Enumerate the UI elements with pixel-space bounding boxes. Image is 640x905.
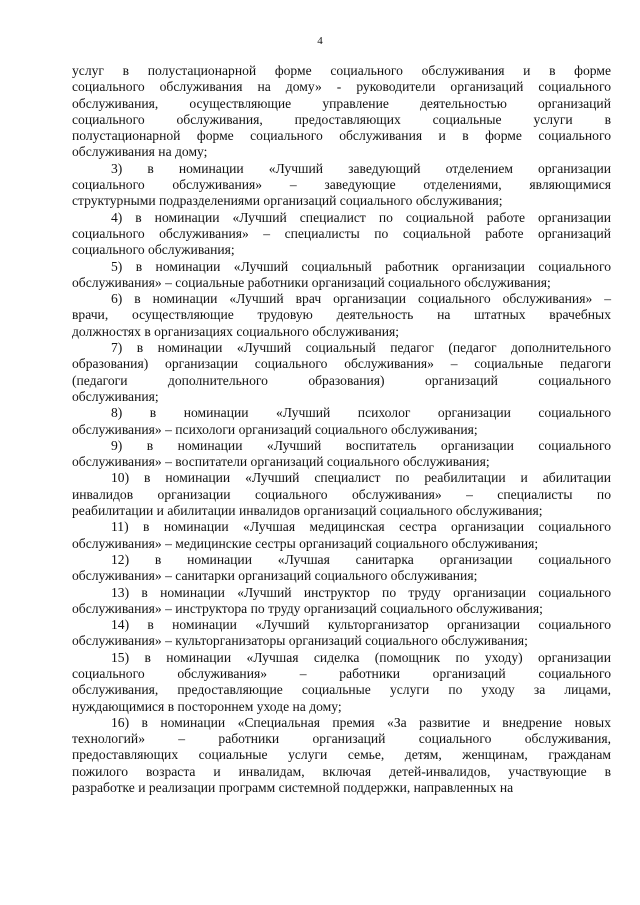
paragraph: [72, 617, 611, 650]
text-line: врачи, осуществляющие трудовую деятельность на штатных врачебных: [72, 307, 611, 323]
text-line: обслуживания» – психологи организаций социального обслуживания;: [72, 421, 478, 437]
text-line: разработке и реализации программ системной поддержки, направленных на: [72, 780, 514, 796]
text-line: услуг в полустационарной форме социального обслуживания и в форме: [72, 63, 611, 78]
text-line: обслуживания» – санитарки организаций социального обслуживания;: [72, 568, 478, 584]
text-line: (педагоги дополнительного образования) организаций социального: [72, 372, 611, 388]
text-line: инвалидов организации социального обслуживания» – специалисты по: [72, 486, 611, 502]
text-line: обслуживания» – инструктора по труду организаций социального обслуживания;: [72, 600, 543, 616]
text-line: 10) в номинации «Лучший специалист по реабилитации и абилитации: [111, 470, 611, 486]
text-line: 6) в номинации «Лучший врач организации социального обслуживания» –: [111, 291, 611, 307]
paragraph: [72, 259, 611, 292]
paragraph: [72, 552, 611, 585]
paragraph: [72, 470, 611, 519]
text-line: нуждающимися в постороннем уходе на дому;: [72, 698, 342, 714]
text-line: пожилого возраста и инвалидам, включая детей-инвалидов, участвующие в: [72, 763, 611, 779]
text-line: 11) в номинации «Лучшая медицинская сестра организации социального: [111, 519, 611, 535]
paragraph: [72, 405, 611, 438]
document-body: [72, 63, 611, 796]
text-line: 7) в номинации «Лучший социальный педагог (педагог дополнительного: [111, 340, 611, 356]
paragraph: [72, 340, 611, 405]
text-line: 15) в номинации «Лучшая сиделка (помощник по уходу) организации: [111, 649, 611, 665]
text-line: полустационарной форме социального обслуживания и в форме социального: [72, 128, 611, 144]
text-line: технологий» – работники организаций социального обслуживания,: [72, 731, 611, 747]
text-line: обслуживания на дому;: [72, 144, 208, 160]
paragraph: [72, 438, 611, 471]
text-line: обслуживания, предоставляющие социальные услуги по уходу за лицами,: [72, 682, 611, 698]
text-line: 3) в номинации «Лучший заведующий отделением организации: [111, 160, 611, 176]
text-line: социального обслуживания» – специалисты по социальной работе организаций: [72, 225, 611, 241]
page-number: 4: [317, 35, 323, 47]
text-line: должностях в организациях социального обслуживания;: [72, 323, 400, 339]
text-line: обслуживания» – культорганизаторы организаций социального обслуживания;: [72, 633, 528, 649]
text-line: социального обслуживания, предоставляющих социальные услуги в: [72, 111, 611, 127]
paragraph: [72, 63, 611, 161]
paragraph: [72, 519, 611, 552]
paragraph: [72, 650, 611, 715]
paragraph: [72, 161, 611, 210]
text-line: образования) организации социального обслуживания» – социальные педагоги: [72, 356, 611, 372]
text-line: 12) в номинации «Лучшая санитарка организации социального: [111, 551, 611, 567]
paragraph: [72, 715, 611, 796]
text-line: реабилитации и абилитации инвалидов организаций социального обслуживания;: [72, 503, 543, 519]
text-line: обслуживания» – социальные работники организаций социального обслуживания;: [72, 274, 551, 290]
paragraph: [72, 585, 611, 618]
text-line: 4) в номинации «Лучший специалист по социальной работе организации: [111, 209, 611, 225]
text-line: обслуживания» – воспитатели организаций социального обслуживания;: [72, 454, 490, 470]
text-line: 13) в номинации «Лучший инструктор по труду организации социального: [111, 584, 611, 600]
text-line: 14) в номинации «Лучший культорганизатор организации социального: [111, 617, 611, 633]
text-line: 5) в номинации «Лучший социальный работник организации социального: [111, 258, 611, 274]
text-line: структурными подразделениями организаций социального обслуживания;: [72, 193, 503, 209]
text-line: социального обслуживания» – работники организаций социального: [72, 665, 611, 681]
paragraph: [72, 210, 611, 259]
text-line: социального обслуживания;: [72, 242, 235, 258]
text-line: обслуживания;: [72, 388, 159, 404]
text-line: 16) в номинации «Специальная премия «За развитие и внедрение новых: [111, 714, 611, 730]
text-line: обслуживания, осуществляющие управление деятельностью организаций: [72, 95, 611, 111]
text-line: 9) в номинации «Лучший воспитатель организации социального: [111, 437, 611, 453]
text-line: 8) в номинации «Лучший психолог организации социального: [111, 405, 611, 421]
text-line: социального обслуживания» – заведующие отделениями, являющимися: [72, 177, 611, 193]
text-line: обслуживания» – медицинские сестры организаций социального обслуживания;: [72, 535, 539, 551]
text-line: социального обслуживания на дому» - руководители организаций социального: [72, 79, 611, 95]
paragraph: [72, 291, 611, 340]
text-line: предоставляющих социальные услуги семье, детям, женщинам, гражданам: [72, 747, 611, 763]
